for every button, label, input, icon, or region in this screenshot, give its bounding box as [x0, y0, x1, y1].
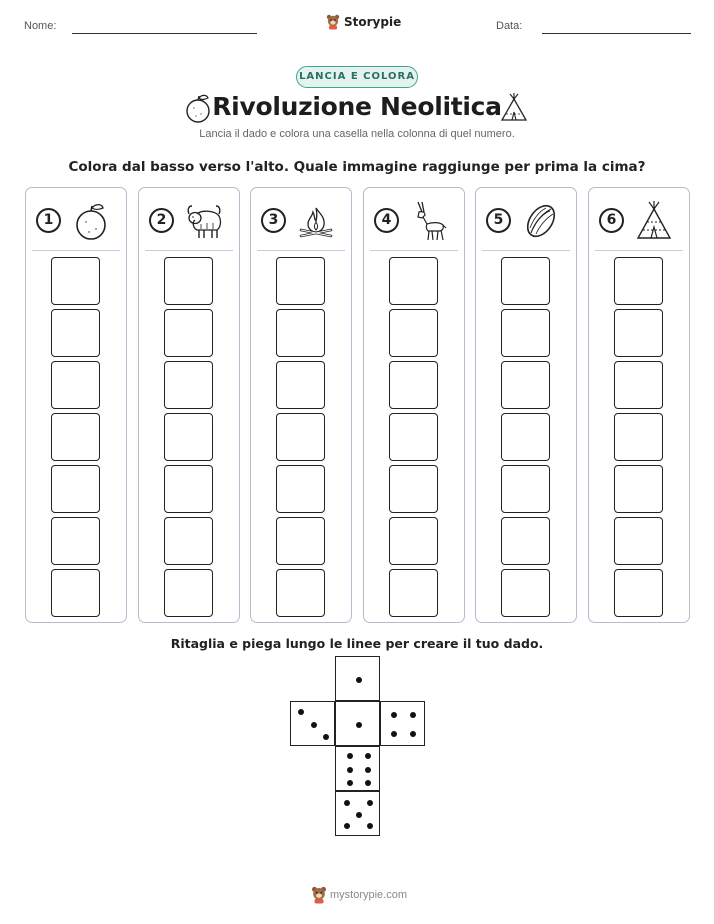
dice-column-2 — [138, 187, 240, 623]
color-cell[interactable] — [276, 257, 325, 305]
footer-url: mystorypie.com — [330, 889, 408, 901]
dice-pip — [410, 731, 416, 737]
column-divider — [145, 250, 233, 251]
color-cell[interactable] — [276, 309, 325, 357]
color-cell[interactable] — [164, 517, 213, 565]
antelope-icon — [408, 200, 450, 242]
color-cell[interactable] — [164, 361, 213, 409]
dice-pip — [410, 712, 416, 718]
dice-pip — [365, 753, 371, 759]
dice-pip — [391, 731, 397, 737]
column-divider — [370, 250, 458, 251]
color-cell[interactable] — [276, 361, 325, 409]
date-line[interactable] — [542, 33, 691, 34]
color-cell[interactable] — [164, 569, 213, 617]
dice-column-3 — [250, 187, 352, 623]
column-number: 2 — [149, 208, 174, 233]
color-cell[interactable] — [501, 517, 550, 565]
color-cell[interactable] — [614, 465, 663, 513]
color-cell[interactable] — [51, 361, 100, 409]
dice-face-3 — [290, 701, 335, 746]
dice-pip — [344, 800, 350, 806]
column-divider — [482, 250, 570, 251]
dice-column-5 — [475, 187, 577, 623]
brand-logo — [326, 14, 401, 30]
color-cell[interactable] — [389, 309, 438, 357]
color-cell[interactable] — [51, 309, 100, 357]
dice-face-5 — [335, 791, 380, 836]
color-cell[interactable] — [51, 465, 100, 513]
date-label: Data: — [496, 20, 523, 32]
dice-pip — [356, 677, 362, 683]
color-cell[interactable] — [389, 465, 438, 513]
column-divider — [32, 250, 120, 251]
color-cell[interactable] — [389, 257, 438, 305]
dice-column-1 — [25, 187, 127, 623]
dice-pip — [367, 823, 373, 829]
column-number: 5 — [486, 208, 511, 233]
color-cell[interactable] — [614, 309, 663, 357]
dice-face-1 — [335, 656, 380, 701]
cut-instruction: Ritaglia e piega lungo le linee per creare il tuo dado. — [170, 636, 544, 651]
dice-column-4 — [363, 187, 465, 623]
color-cell[interactable] — [389, 361, 438, 409]
color-cell[interactable] — [51, 413, 100, 461]
bear-mascot-icon — [326, 14, 340, 30]
color-cell[interactable] — [614, 569, 663, 617]
dice-pip — [391, 712, 397, 718]
dice-pip — [356, 722, 362, 728]
name-label: Nome: — [24, 20, 57, 32]
campfire-icon — [295, 200, 337, 242]
dice-pip — [311, 722, 317, 728]
dice-pip — [347, 780, 353, 786]
color-cell[interactable] — [276, 517, 325, 565]
color-cell[interactable] — [164, 413, 213, 461]
title-row — [0, 90, 714, 126]
color-cell[interactable] — [276, 465, 325, 513]
dice-pip — [347, 753, 353, 759]
color-cell[interactable] — [389, 517, 438, 565]
color-cell[interactable] — [51, 257, 100, 305]
dice-pip — [367, 800, 373, 806]
instruction: Colora dal basso verso l'alto. Quale immagine raggiunge per prima la cima? — [68, 159, 646, 175]
color-cell[interactable] — [51, 569, 100, 617]
subtitle: Lancia il dado e colora una casella nella colonna di quel numero. — [199, 128, 515, 140]
column-header — [251, 188, 351, 250]
color-cell[interactable] — [614, 517, 663, 565]
dice-column-6 — [588, 187, 690, 623]
color-cell[interactable] — [389, 413, 438, 461]
color-cell[interactable] — [501, 309, 550, 357]
yak-icon — [183, 200, 225, 242]
color-cell[interactable] — [614, 257, 663, 305]
seed-icon — [520, 200, 562, 242]
page-title: Rivoluzione Neolitica — [212, 92, 502, 121]
brand-name: Storypie — [344, 15, 402, 29]
dice-pip — [365, 767, 371, 773]
color-cell[interactable] — [501, 361, 550, 409]
column-number: 3 — [261, 208, 286, 233]
column-divider — [595, 250, 683, 251]
color-cell[interactable] — [614, 413, 663, 461]
color-cell[interactable] — [164, 257, 213, 305]
color-cell[interactable] — [389, 569, 438, 617]
column-number: 1 — [36, 208, 61, 233]
dice-pip — [356, 812, 362, 818]
color-cell[interactable] — [164, 465, 213, 513]
name-line[interactable] — [72, 33, 257, 34]
column-header — [589, 188, 689, 250]
tepee-tent-icon — [633, 200, 675, 242]
orange-fruit-icon — [70, 200, 112, 242]
dice-pip — [323, 734, 329, 740]
dice-pip — [347, 767, 353, 773]
dice-pip — [344, 823, 350, 829]
color-cell[interactable] — [614, 361, 663, 409]
color-cell[interactable] — [501, 569, 550, 617]
color-cell[interactable] — [276, 569, 325, 617]
color-cell[interactable] — [164, 309, 213, 357]
activity-badge: LANCIA E COLORA — [296, 66, 418, 88]
color-cell[interactable] — [276, 413, 325, 461]
dice-pip — [298, 709, 304, 715]
header-row — [0, 14, 714, 42]
color-cell[interactable] — [51, 517, 100, 565]
bear-mascot-icon — [311, 886, 327, 904]
column-number: 6 — [599, 208, 624, 233]
column-header — [139, 188, 239, 250]
column-header — [364, 188, 464, 250]
column-header — [476, 188, 576, 250]
column-divider — [257, 250, 345, 251]
color-cell[interactable] — [501, 413, 550, 461]
color-cell[interactable] — [501, 257, 550, 305]
footer — [0, 886, 714, 906]
column-header — [26, 188, 126, 250]
dice-face-6 — [335, 746, 380, 791]
dice-face-4 — [380, 701, 425, 746]
tepee-tent-icon — [499, 92, 529, 124]
dice-face-1 — [335, 701, 380, 746]
column-number: 4 — [374, 208, 399, 233]
color-cell[interactable] — [501, 465, 550, 513]
dice-pip — [365, 780, 371, 786]
